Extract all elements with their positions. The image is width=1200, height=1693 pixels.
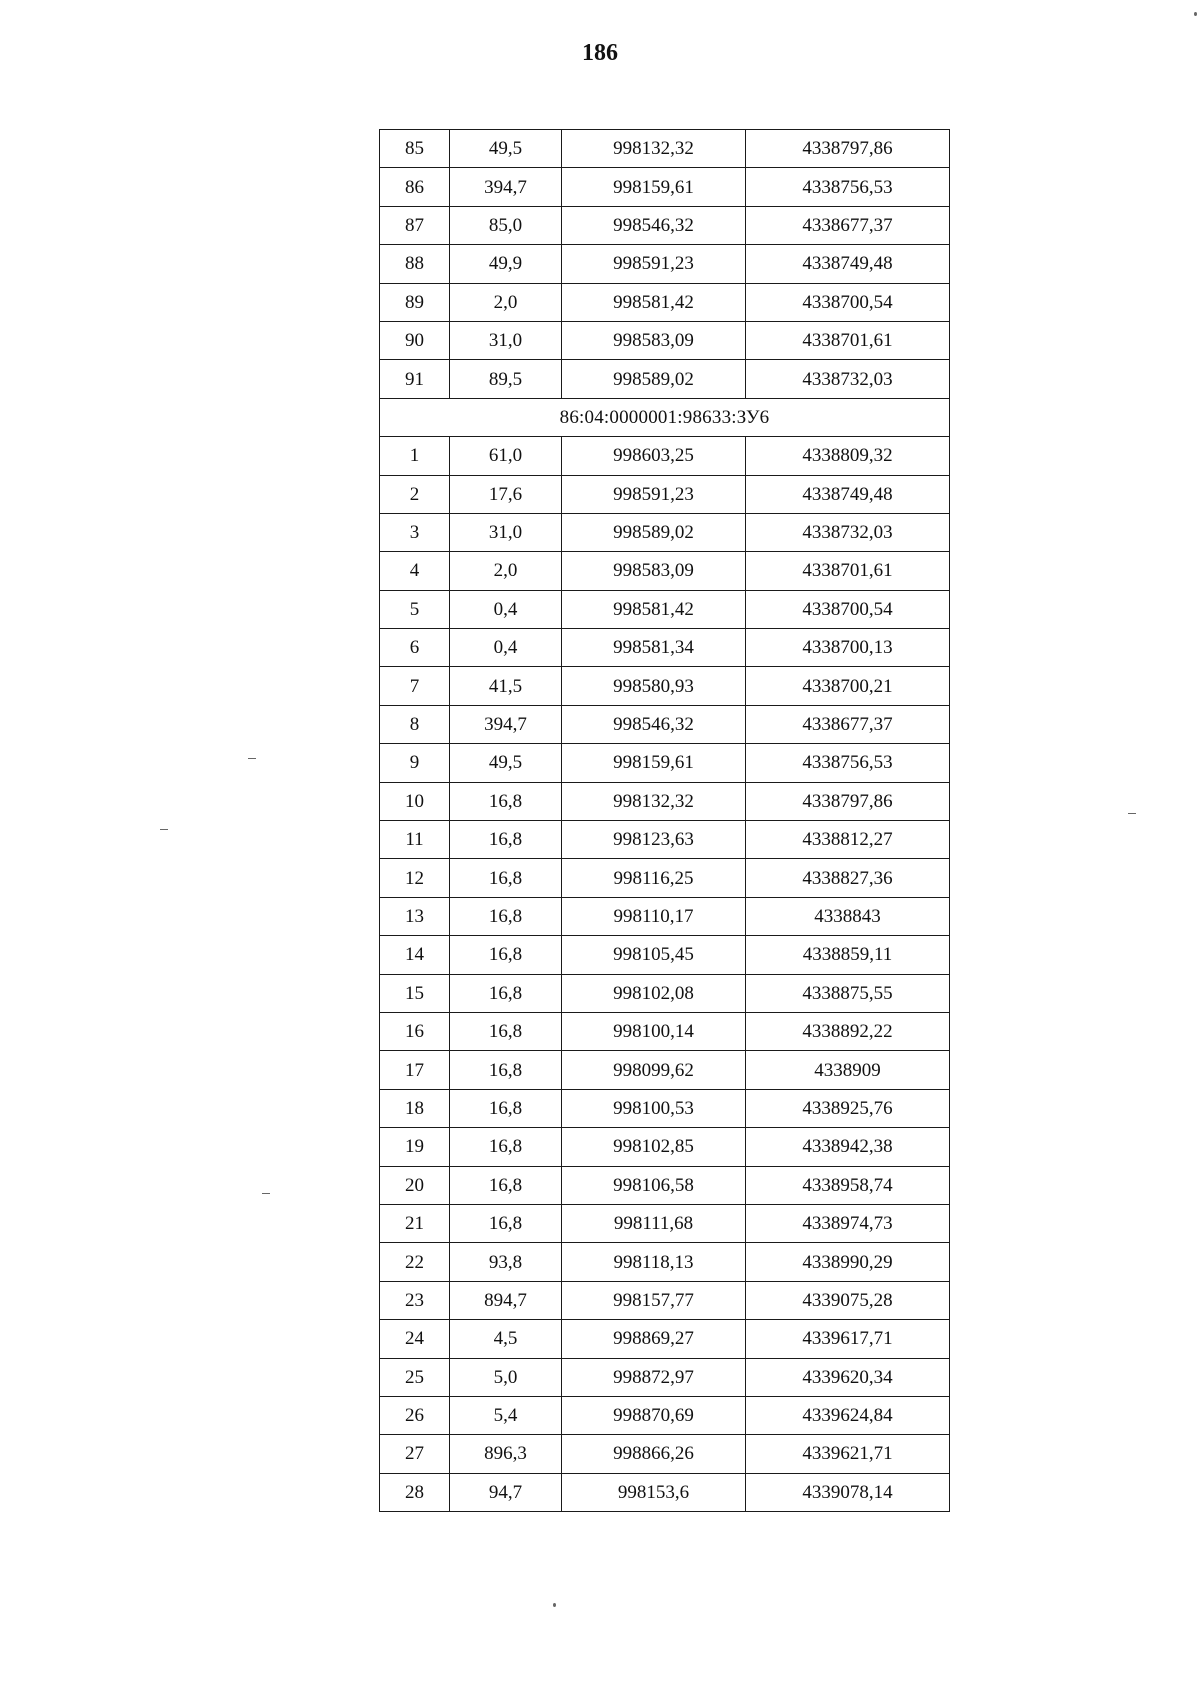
coordinate-y-cell: 4338958,74 — [746, 1166, 950, 1204]
point-number-cell: 88 — [380, 245, 450, 283]
coordinate-y-cell: 4338909 — [746, 1051, 950, 1089]
coordinate-x-cell: 998106,58 — [562, 1166, 746, 1204]
coordinate-x-cell: 998153,6 — [562, 1473, 746, 1511]
table-section-parcel-zu6 — [380, 437, 950, 1512]
point-number-cell: 3 — [380, 513, 450, 551]
table-row — [380, 245, 950, 283]
coordinate-x-cell: 998583,09 — [562, 552, 746, 590]
coordinate-y-cell: 4339617,71 — [746, 1320, 950, 1358]
coordinate-x-cell: 998603,25 — [562, 437, 746, 475]
table-row — [380, 1089, 950, 1127]
coordinate-x-cell: 998581,34 — [562, 629, 746, 667]
point-number-cell: 28 — [380, 1473, 450, 1511]
point-number-cell: 87 — [380, 206, 450, 244]
point-number-cell: 14 — [380, 936, 450, 974]
coordinate-y-cell: 4339075,28 — [746, 1281, 950, 1319]
scan-speck — [262, 1193, 270, 1194]
point-number-cell: 24 — [380, 1320, 450, 1358]
segment-length-cell: 894,7 — [450, 1281, 562, 1319]
coordinate-y-cell: 4338843 — [746, 897, 950, 935]
point-number-cell: 25 — [380, 1358, 450, 1396]
point-number-cell: 11 — [380, 821, 450, 859]
point-number-cell: 10 — [380, 782, 450, 820]
segment-length-cell: 16,8 — [450, 1012, 562, 1050]
point-number-cell: 27 — [380, 1435, 450, 1473]
coordinate-y-cell: 4338797,86 — [746, 782, 950, 820]
table-row — [380, 667, 950, 705]
coordinate-x-cell: 998581,42 — [562, 590, 746, 628]
coordinate-y-cell: 4338827,36 — [746, 859, 950, 897]
segment-length-cell: 49,5 — [450, 130, 562, 168]
table-row — [380, 897, 950, 935]
coordinate-x-cell: 998581,42 — [562, 283, 746, 321]
parcel-caption-row — [380, 398, 950, 436]
coordinate-y-cell: 4338732,03 — [746, 360, 950, 398]
segment-length-cell: 5,4 — [450, 1396, 562, 1434]
segment-length-cell: 16,8 — [450, 1089, 562, 1127]
table-row — [380, 1358, 950, 1396]
coordinate-x-cell: 998591,23 — [562, 475, 746, 513]
scan-speck — [248, 758, 256, 759]
coordinate-y-cell: 4338990,29 — [746, 1243, 950, 1281]
coordinate-y-cell: 4339620,34 — [746, 1358, 950, 1396]
table-row — [380, 744, 950, 782]
point-number-cell: 9 — [380, 744, 450, 782]
coordinate-x-cell: 998546,32 — [562, 206, 746, 244]
segment-length-cell: 0,4 — [450, 629, 562, 667]
coordinate-y-cell: 4338700,54 — [746, 590, 950, 628]
segment-length-cell: 93,8 — [450, 1243, 562, 1281]
point-number-cell: 91 — [380, 360, 450, 398]
point-number-cell: 6 — [380, 629, 450, 667]
point-number-cell: 23 — [380, 1281, 450, 1319]
coordinate-y-cell: 4338756,53 — [746, 744, 950, 782]
coordinate-x-cell: 998583,09 — [562, 321, 746, 359]
segment-length-cell: 16,8 — [450, 1128, 562, 1166]
point-number-cell: 17 — [380, 1051, 450, 1089]
segment-length-cell: 16,8 — [450, 897, 562, 935]
table-row — [380, 1204, 950, 1242]
coordinates-table — [379, 129, 950, 1512]
coordinate-x-cell: 998869,27 — [562, 1320, 746, 1358]
segment-length-cell: 16,8 — [450, 821, 562, 859]
table-row — [380, 552, 950, 590]
point-number-cell: 15 — [380, 974, 450, 1012]
coordinate-y-cell: 4338700,13 — [746, 629, 950, 667]
table-row — [380, 475, 950, 513]
coordinate-x-cell: 998132,32 — [562, 130, 746, 168]
table-row — [380, 1128, 950, 1166]
scan-speck — [1128, 813, 1136, 814]
coordinate-x-cell: 998105,45 — [562, 936, 746, 974]
point-number-cell: 7 — [380, 667, 450, 705]
coordinate-y-cell: 4338677,37 — [746, 705, 950, 743]
coordinate-x-cell: 998872,97 — [562, 1358, 746, 1396]
coordinate-x-cell: 998870,69 — [562, 1396, 746, 1434]
coordinate-y-cell: 4338809,32 — [746, 437, 950, 475]
segment-length-cell: 89,5 — [450, 360, 562, 398]
table-row — [380, 1012, 950, 1050]
point-number-cell: 16 — [380, 1012, 450, 1050]
point-number-cell: 12 — [380, 859, 450, 897]
coordinate-y-cell: 4338812,27 — [746, 821, 950, 859]
table-row — [380, 1166, 950, 1204]
table-row — [380, 1281, 950, 1319]
segment-length-cell: 49,5 — [450, 744, 562, 782]
table-row — [380, 1435, 950, 1473]
coordinate-y-cell: 4338700,21 — [746, 667, 950, 705]
table-row — [380, 360, 950, 398]
table-row — [380, 513, 950, 551]
point-number-cell: 8 — [380, 705, 450, 743]
coordinate-x-cell: 998589,02 — [562, 360, 746, 398]
table-row — [380, 1320, 950, 1358]
coordinate-y-cell: 4338859,11 — [746, 936, 950, 974]
coordinate-x-cell: 998580,93 — [562, 667, 746, 705]
table-row — [380, 130, 950, 168]
point-number-cell: 86 — [380, 168, 450, 206]
coordinate-x-cell: 998110,17 — [562, 897, 746, 935]
coordinate-x-cell: 998116,25 — [562, 859, 746, 897]
coordinate-x-cell: 998132,32 — [562, 782, 746, 820]
table-section-previous-parcel — [380, 130, 950, 399]
coordinate-x-cell: 998100,53 — [562, 1089, 746, 1127]
segment-length-cell: 5,0 — [450, 1358, 562, 1396]
coordinate-x-cell: 998102,85 — [562, 1128, 746, 1166]
point-number-cell: 5 — [380, 590, 450, 628]
table-row — [380, 168, 950, 206]
segment-length-cell: 31,0 — [450, 513, 562, 551]
point-number-cell: 20 — [380, 1166, 450, 1204]
coordinate-y-cell: 4338700,54 — [746, 283, 950, 321]
scan-speck — [1194, 12, 1197, 16]
point-number-cell: 4 — [380, 552, 450, 590]
coordinate-x-cell: 998159,61 — [562, 744, 746, 782]
table-row — [380, 1396, 950, 1434]
segment-length-cell: 0,4 — [450, 590, 562, 628]
coordinate-y-cell: 4338677,37 — [746, 206, 950, 244]
segment-length-cell: 16,8 — [450, 1166, 562, 1204]
point-number-cell: 90 — [380, 321, 450, 359]
table-row — [380, 974, 950, 1012]
point-number-cell: 85 — [380, 130, 450, 168]
coordinate-y-cell: 4338732,03 — [746, 513, 950, 551]
point-number-cell: 13 — [380, 897, 450, 935]
table-row — [380, 705, 950, 743]
segment-length-cell: 94,7 — [450, 1473, 562, 1511]
coordinate-y-cell: 4338749,48 — [746, 475, 950, 513]
segment-length-cell: 17,6 — [450, 475, 562, 513]
coordinate-x-cell: 998100,14 — [562, 1012, 746, 1050]
segment-length-cell: 16,8 — [450, 1204, 562, 1242]
point-number-cell: 18 — [380, 1089, 450, 1127]
segment-length-cell: 2,0 — [450, 552, 562, 590]
segment-length-cell: 85,0 — [450, 206, 562, 244]
table-row — [380, 590, 950, 628]
table-row — [380, 821, 950, 859]
coordinate-x-cell: 998866,26 — [562, 1435, 746, 1473]
coordinate-x-cell: 998102,08 — [562, 974, 746, 1012]
table-row — [380, 283, 950, 321]
coordinate-y-cell: 4338756,53 — [746, 168, 950, 206]
table-row — [380, 782, 950, 820]
segment-length-cell: 896,3 — [450, 1435, 562, 1473]
segment-length-cell: 394,7 — [450, 168, 562, 206]
point-number-cell: 26 — [380, 1396, 450, 1434]
table-row — [380, 936, 950, 974]
parcel-caption: 86:04:0000001:98633:ЗУ6 — [380, 398, 950, 436]
segment-length-cell: 16,8 — [450, 974, 562, 1012]
segment-length-cell: 61,0 — [450, 437, 562, 475]
coordinate-x-cell: 998159,61 — [562, 168, 746, 206]
coordinate-x-cell: 998123,63 — [562, 821, 746, 859]
table-row — [380, 1243, 950, 1281]
table-row — [380, 629, 950, 667]
segment-length-cell: 31,0 — [450, 321, 562, 359]
coordinate-x-cell: 998591,23 — [562, 245, 746, 283]
segment-length-cell: 16,8 — [450, 1051, 562, 1089]
point-number-cell: 21 — [380, 1204, 450, 1242]
point-number-cell: 22 — [380, 1243, 450, 1281]
coordinate-y-cell: 4339621,71 — [746, 1435, 950, 1473]
segment-length-cell: 41,5 — [450, 667, 562, 705]
point-number-cell: 89 — [380, 283, 450, 321]
coordinate-y-cell: 4338701,61 — [746, 552, 950, 590]
coordinate-y-cell: 4338974,73 — [746, 1204, 950, 1242]
segment-length-cell: 16,8 — [450, 936, 562, 974]
table-row — [380, 437, 950, 475]
table-row — [380, 206, 950, 244]
table-row — [380, 859, 950, 897]
segment-length-cell: 16,8 — [450, 859, 562, 897]
coordinate-y-cell: 4338797,86 — [746, 130, 950, 168]
segment-length-cell: 394,7 — [450, 705, 562, 743]
segment-length-cell: 2,0 — [450, 283, 562, 321]
coordinate-x-cell: 998111,68 — [562, 1204, 746, 1242]
scan-speck — [553, 1603, 556, 1607]
coordinate-y-cell: 4339624,84 — [746, 1396, 950, 1434]
coordinate-y-cell: 4339078,14 — [746, 1473, 950, 1511]
table-section-caption — [380, 398, 950, 436]
coordinate-y-cell: 4338749,48 — [746, 245, 950, 283]
point-number-cell: 1 — [380, 437, 450, 475]
segment-length-cell: 49,9 — [450, 245, 562, 283]
scan-speck — [160, 829, 168, 830]
point-number-cell: 2 — [380, 475, 450, 513]
coordinate-x-cell: 998157,77 — [562, 1281, 746, 1319]
coordinate-y-cell: 4338701,61 — [746, 321, 950, 359]
table-row — [380, 1473, 950, 1511]
coordinate-x-cell: 998099,62 — [562, 1051, 746, 1089]
page-number: 186 — [582, 40, 618, 66]
coordinate-y-cell: 4338942,38 — [746, 1128, 950, 1166]
coordinate-x-cell: 998589,02 — [562, 513, 746, 551]
coordinate-y-cell: 4338925,76 — [746, 1089, 950, 1127]
segment-length-cell: 16,8 — [450, 782, 562, 820]
table-row — [380, 1051, 950, 1089]
coordinate-y-cell: 4338875,55 — [746, 974, 950, 1012]
segment-length-cell: 4,5 — [450, 1320, 562, 1358]
coordinate-y-cell: 4338892,22 — [746, 1012, 950, 1050]
point-number-cell: 19 — [380, 1128, 450, 1166]
coordinate-x-cell: 998118,13 — [562, 1243, 746, 1281]
table-row — [380, 321, 950, 359]
coordinate-x-cell: 998546,32 — [562, 705, 746, 743]
